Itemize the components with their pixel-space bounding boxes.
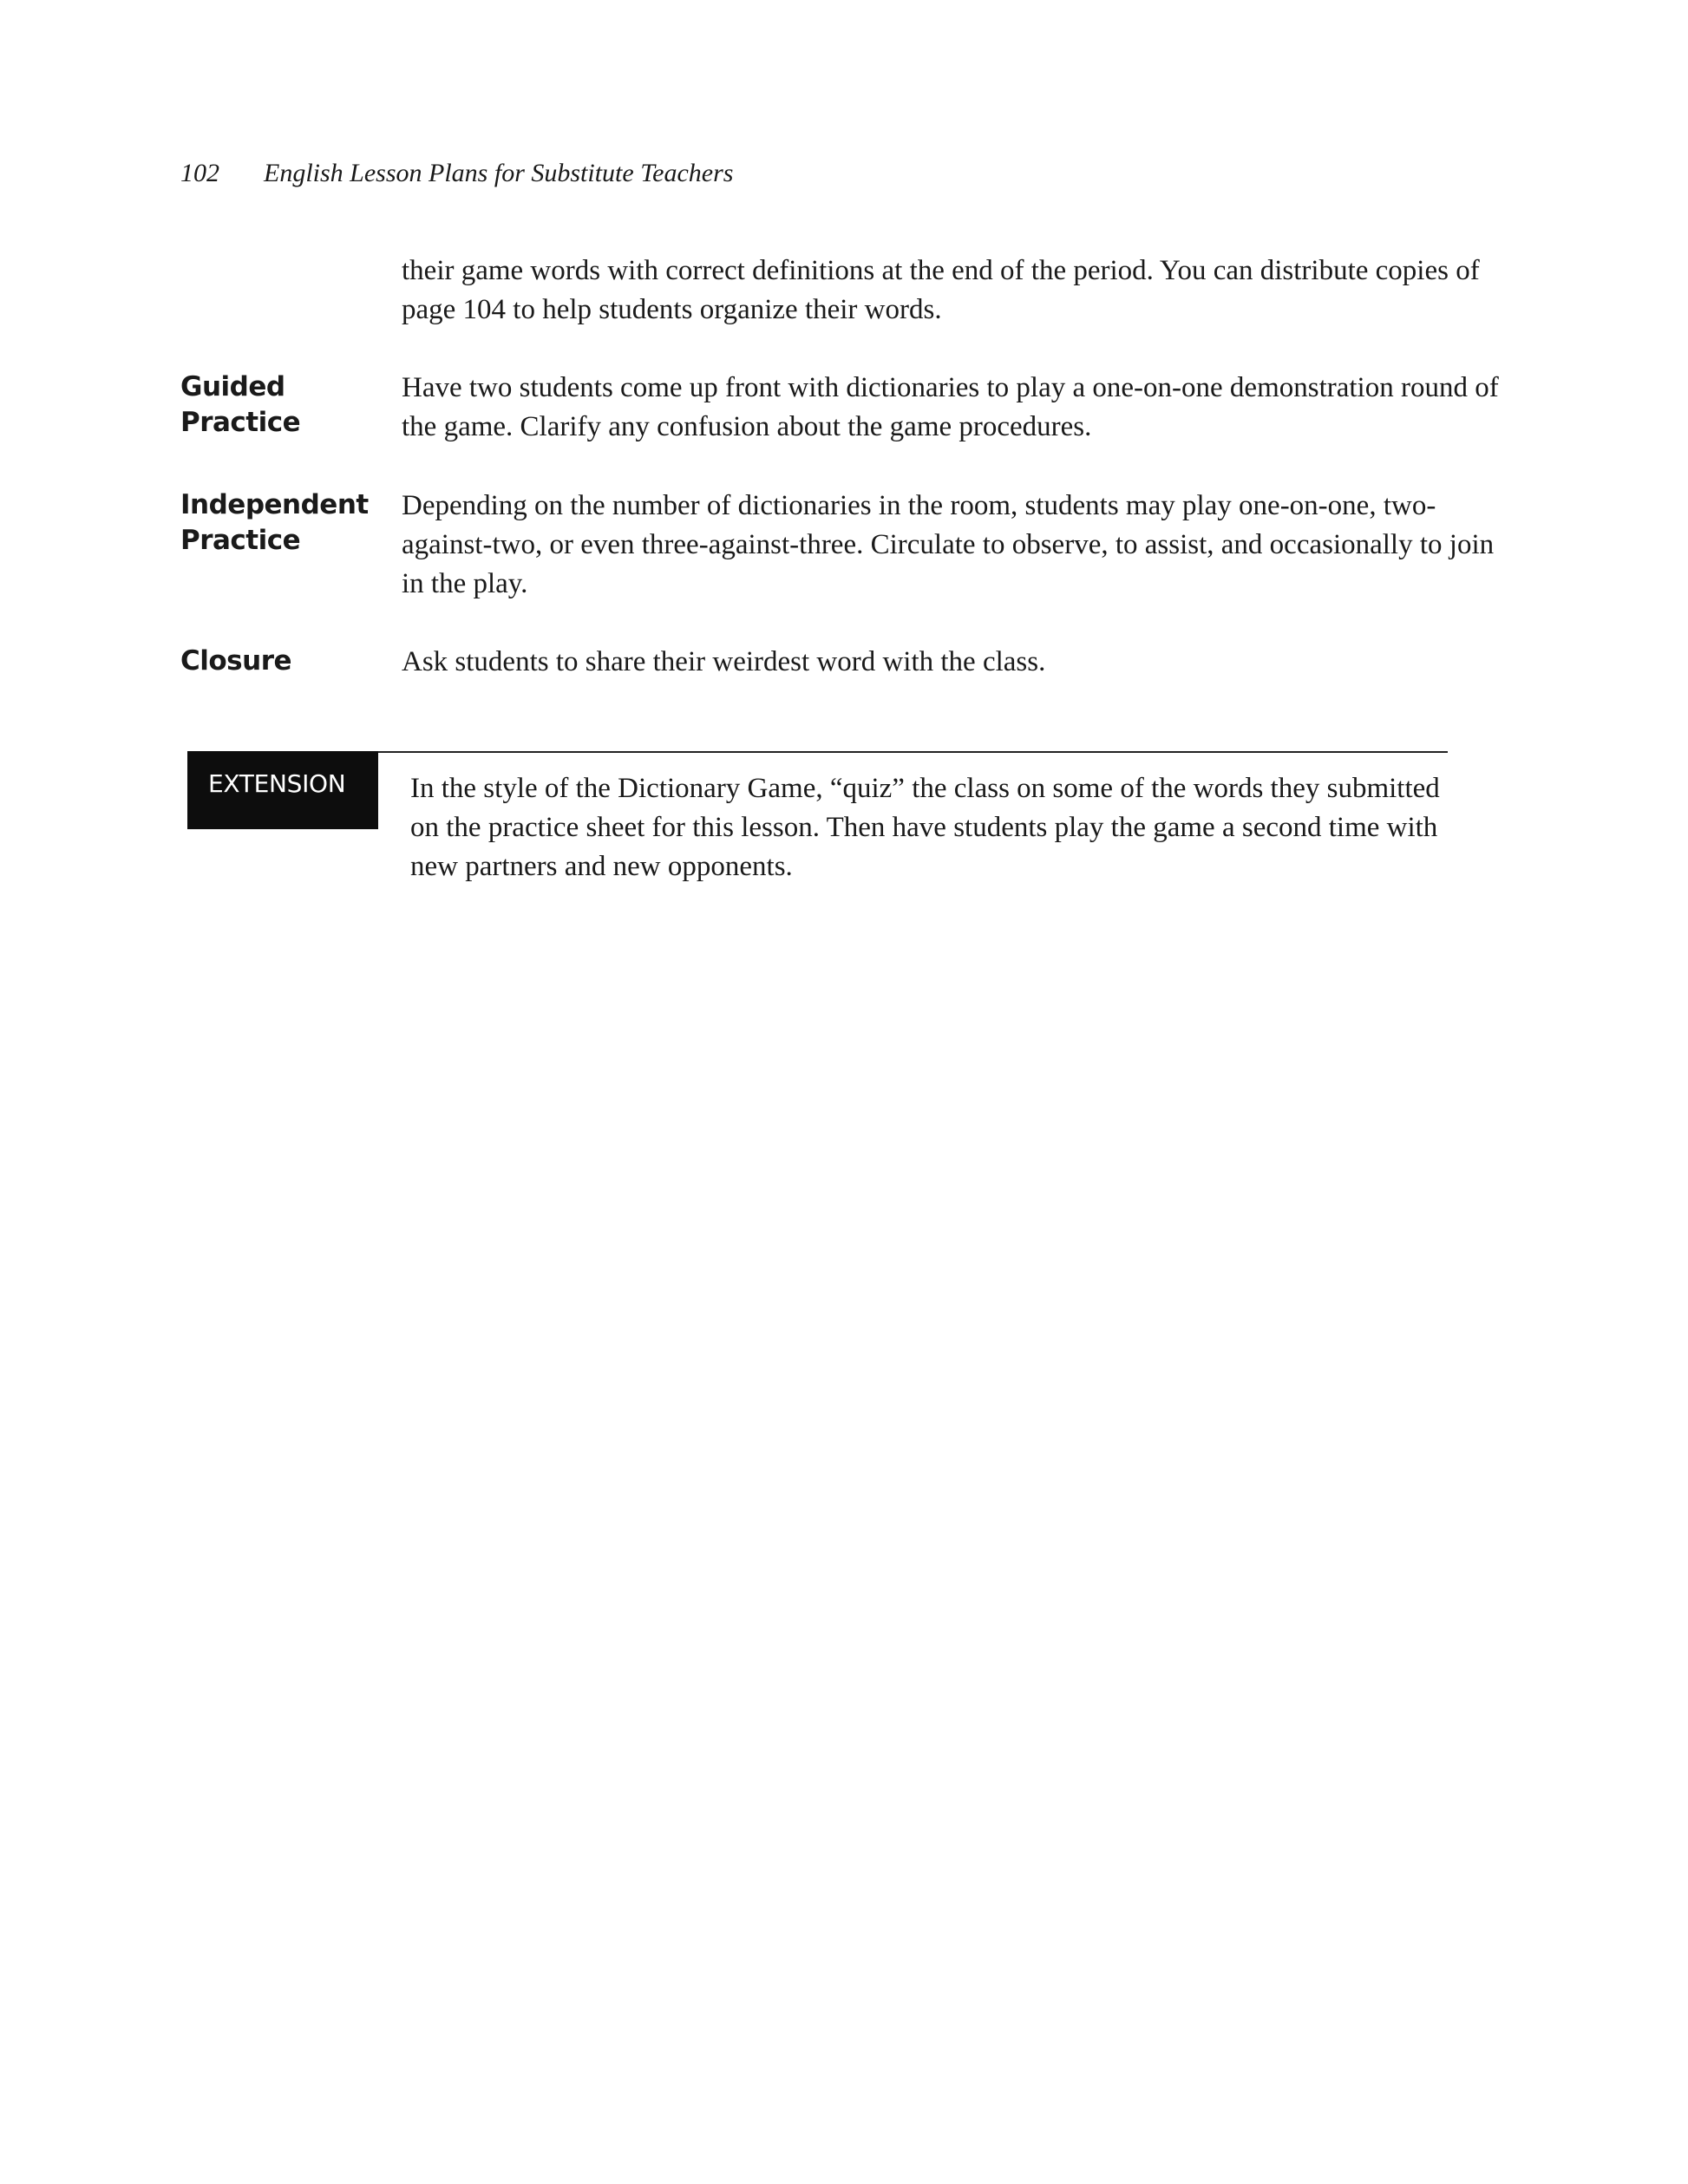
section-label-guided-practice — [180, 369, 300, 441]
extension-badge: EXTENSION — [187, 751, 378, 829]
section-text-independent-practice: Depending on the number of dictionaries in the room, students may play one-on-one, two-against-two, or even three-against-three. Circulate to observe, to assist, and occasionally to join in the play. — [402, 490, 1495, 599]
book-title: English Lesson Plans for Substitute Teachers — [264, 159, 734, 187]
label-line: Independent — [180, 489, 369, 520]
label-line: Closure — [180, 645, 292, 677]
label-line: Practice — [180, 525, 301, 556]
section-text-closure: Ask students to share their weirdest word with the class. — [402, 646, 1046, 677]
label-line: Practice — [180, 407, 301, 438]
extension-text: In the style of the Dictionary Game, “quiz” the class on some of the words they submitted on the practice sheet for this lesson. Then have students play the game a second time with new partners and new opponents. — [410, 773, 1440, 882]
section-label-closure — [180, 644, 291, 679]
label-line: Guided — [180, 371, 285, 402]
section-text-guided-practice: Have two students come up front with dictionaries to play a one-on-one demonstration round of the game. Clarify any confusion about the game procedures. — [402, 372, 1499, 442]
section-label-independent-practice — [180, 487, 369, 559]
running-header — [180, 156, 733, 191]
continuation-paragraph: their game words with correct definitions at the end of the period. You can distribute copies of page 104 to help students organize their words. — [402, 255, 1480, 325]
page-number: 102 — [180, 159, 219, 187]
